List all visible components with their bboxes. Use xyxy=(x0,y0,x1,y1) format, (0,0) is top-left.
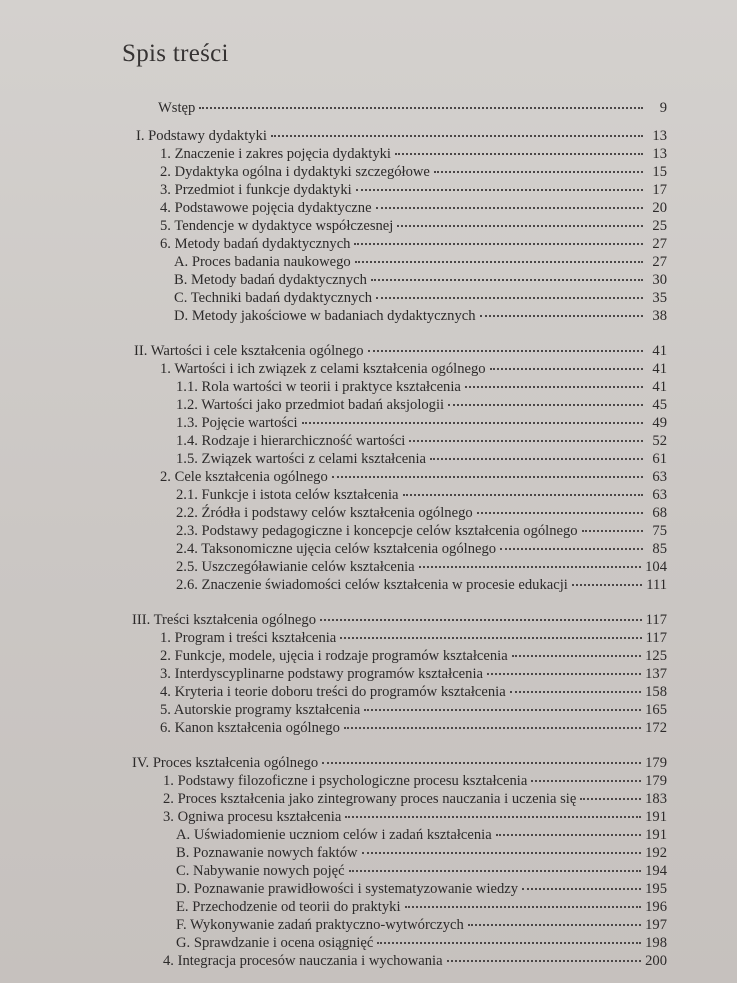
toc-entry-page: 49 xyxy=(652,415,667,431)
toc-entry-page: 27 xyxy=(652,236,667,252)
toc-entry xyxy=(174,290,667,307)
dot-leader xyxy=(580,794,641,800)
toc-entry-page: 41 xyxy=(652,361,667,377)
toc-entry-label: 4. Integracja procesów nauczania i wychowania xyxy=(163,953,443,969)
dot-leader xyxy=(322,758,641,764)
toc-entry xyxy=(174,308,667,325)
toc-entry-page: 85 xyxy=(652,541,667,557)
toc-entry-page: 61 xyxy=(652,451,667,467)
toc-entry-label: 2.5. Uszczegóławianie celów kształcenia xyxy=(176,559,415,575)
toc-entry-page: 41 xyxy=(652,379,667,395)
toc-entry xyxy=(160,702,667,719)
toc-entry-page: 197 xyxy=(645,917,667,933)
dot-leader xyxy=(405,902,642,908)
toc-entry-page: 117 xyxy=(645,630,667,646)
toc-entry-page: 196 xyxy=(645,899,667,915)
toc-entry-label: II. Wartości i cele kształcenia ogólnego xyxy=(134,343,364,359)
toc-entry-label: I. Podstawy dydaktyki xyxy=(136,128,267,144)
dot-leader xyxy=(199,103,643,109)
toc-entry xyxy=(160,200,667,217)
toc-entry-page: 15 xyxy=(652,164,667,180)
toc-entry-label: D. Poznawanie prawidłowości i systematyzowanie wiedzy xyxy=(176,881,519,897)
dot-leader xyxy=(490,364,643,370)
dot-leader xyxy=(354,239,643,245)
toc-entry-label: 6. Metody badań dydaktycznych xyxy=(160,236,351,252)
toc-entry-page: 63 xyxy=(652,469,667,485)
toc-entry-label: 2. Funkcje, modele, ujęcia i rodzaje programów kształcenia xyxy=(160,648,508,664)
dot-leader xyxy=(376,203,643,209)
toc-entry xyxy=(160,146,667,163)
toc-entry xyxy=(132,755,667,772)
toc-entry-label: 3. Przedmiot i funkcje dydaktyki xyxy=(160,182,352,198)
toc-entry xyxy=(158,100,667,117)
toc-entry xyxy=(160,218,667,235)
toc-entry-label: 2.1. Funkcje i istota celów kształcenia xyxy=(176,487,399,503)
toc-entry xyxy=(176,917,667,934)
toc-entry-label: 3. Interdyscyplinarne podstawy programów kształcenia xyxy=(160,666,483,682)
toc-entry xyxy=(160,630,667,647)
toc-entry xyxy=(160,236,667,253)
dot-leader xyxy=(480,311,643,317)
toc-entry-page: 52 xyxy=(652,433,667,449)
toc-entry-label: 2.3. Podstawy pedagogiczne i koncepcje celów kształcenia ogólnego xyxy=(176,523,578,539)
toc-entry-label: 2. Proces kształcenia jako zintegrowany proces nauczania i uczenia się xyxy=(163,791,577,807)
toc-entry-label: F. Wykonywanie zadań praktyczno-wytwórczych xyxy=(176,917,464,933)
toc-entry-label: E. Przechodzenie od teorii do praktyki xyxy=(176,899,401,915)
toc-entry xyxy=(176,899,667,916)
dot-leader xyxy=(430,454,643,460)
toc-entry-label: 2.4. Taksonomiczne ujęcia celów kształcenia ogólnego xyxy=(176,541,497,557)
toc-entry xyxy=(176,827,667,844)
toc-entry xyxy=(176,379,667,396)
dot-leader xyxy=(477,508,643,514)
toc-entry xyxy=(176,881,667,898)
toc-entry xyxy=(163,809,667,826)
dot-leader xyxy=(468,920,641,926)
toc-entry-label: 1.1. Rola wartości w teorii i praktyce kształcenia xyxy=(176,379,461,395)
toc-entry xyxy=(136,128,667,145)
toc-entry-label: IV. Proces kształcenia ogólnego xyxy=(132,755,319,771)
toc-entry-label: 5. Tendencje w dydaktyce współczesnej xyxy=(160,218,394,234)
dot-leader xyxy=(362,848,642,854)
toc-entry xyxy=(176,845,667,862)
toc-entry-page: 198 xyxy=(645,935,667,951)
toc-entry-label: C. Nabywanie nowych pojęć xyxy=(176,863,345,879)
toc-entry xyxy=(160,684,667,701)
toc-entry-page: 13 xyxy=(652,128,667,144)
toc-entry-label: 4. Podstawowe pojęcia dydaktyczne xyxy=(160,200,372,216)
dot-leader xyxy=(355,257,643,263)
toc-entry-page: 117 xyxy=(645,612,667,628)
toc-entry-page: 125 xyxy=(645,648,667,664)
toc-entry xyxy=(176,487,667,504)
toc-entry-label: A. Uświadomienie uczniom celów i zadań kształcenia xyxy=(176,827,492,843)
toc-entry-label: 2.6. Znaczenie świadomości celów kształcenia w procesie edukacji xyxy=(176,577,568,593)
dot-leader xyxy=(397,221,643,227)
dot-leader xyxy=(395,149,643,155)
toc-entry xyxy=(163,773,667,790)
page-title: Spis treści xyxy=(122,40,229,67)
dot-leader xyxy=(403,490,644,496)
toc-entry xyxy=(160,720,667,737)
toc-entry xyxy=(160,164,667,181)
toc-entry-label: 2. Dydaktyka ogólna i dydaktyki szczegółowe xyxy=(160,164,430,180)
toc-entry xyxy=(176,505,667,522)
toc-entry-page: 183 xyxy=(645,791,667,807)
toc-entry xyxy=(176,397,667,414)
dot-leader xyxy=(572,580,642,586)
dot-leader xyxy=(368,346,643,352)
toc-entry xyxy=(160,666,667,683)
toc-entry xyxy=(176,863,667,880)
toc-entry-page: 30 xyxy=(652,272,667,288)
dot-leader xyxy=(364,705,641,711)
toc-entry-page: 75 xyxy=(652,523,667,539)
toc-entry-label: B. Poznawanie nowych faktów xyxy=(176,845,358,861)
dot-leader xyxy=(496,830,641,836)
toc-entry-label: 5. Autorskie programy kształcenia xyxy=(160,702,361,718)
dot-leader xyxy=(345,812,641,818)
dot-leader xyxy=(448,400,643,406)
dot-leader xyxy=(500,544,643,550)
toc-entry-page: 111 xyxy=(646,577,667,593)
dot-leader xyxy=(340,633,641,639)
dot-leader xyxy=(531,776,641,782)
dot-leader xyxy=(344,723,641,729)
toc-entry-page: 41 xyxy=(652,343,667,359)
toc-entry-label: 1.5. Związek wartości z celami kształcenia xyxy=(176,451,427,467)
toc-entry-label: 1. Program i treści kształcenia xyxy=(160,630,337,646)
toc-entry xyxy=(134,343,667,360)
dot-leader xyxy=(582,526,643,532)
dot-leader xyxy=(320,615,642,621)
toc-entry-label: 1. Znaczenie i zakres pojęcia dydaktyki xyxy=(160,146,391,162)
dot-leader xyxy=(434,167,643,173)
toc-entry xyxy=(160,648,667,665)
toc-entry-label: 1.4. Rodzaje i hierarchiczność wartości xyxy=(176,433,406,449)
toc-entry xyxy=(176,559,667,576)
toc-entry-page: 179 xyxy=(645,755,667,771)
toc-entry xyxy=(176,541,667,558)
toc-entry-page: 27 xyxy=(652,254,667,270)
dot-leader xyxy=(447,956,642,962)
toc-entry-label: A. Proces badania naukowego xyxy=(174,254,351,270)
toc-entry-label: 6. Kanon kształcenia ogólnego xyxy=(160,720,340,736)
toc-entry-page: 158 xyxy=(645,684,667,700)
toc-entry-page: 104 xyxy=(645,559,667,575)
dot-leader xyxy=(376,293,643,299)
toc-entry-page: 63 xyxy=(652,487,667,503)
toc-entry-page: 38 xyxy=(652,308,667,324)
toc-entry xyxy=(160,469,667,486)
toc-entry-label: Wstęp xyxy=(158,100,196,116)
dot-leader xyxy=(487,669,641,675)
toc-entry-page: 195 xyxy=(645,881,667,897)
dot-leader xyxy=(522,884,641,890)
toc-entry-page: 68 xyxy=(652,505,667,521)
toc-entry xyxy=(176,415,667,432)
toc-entry xyxy=(176,523,667,540)
toc-entry-page: 165 xyxy=(645,702,667,718)
dot-leader xyxy=(512,651,641,657)
dot-leader xyxy=(349,866,642,872)
dot-leader xyxy=(377,938,641,944)
toc-entry xyxy=(160,361,667,378)
toc-entry xyxy=(174,272,667,289)
toc-entry-page: 20 xyxy=(652,200,667,216)
toc-entry xyxy=(176,451,667,468)
toc-entry-page: 17 xyxy=(652,182,667,198)
toc-entry xyxy=(163,953,667,970)
toc-entry-page: 9 xyxy=(659,100,667,116)
toc-entry-page: 35 xyxy=(652,290,667,306)
dot-leader xyxy=(465,382,643,388)
toc-entry xyxy=(176,935,667,952)
toc-entry-page: 191 xyxy=(645,827,667,843)
toc-entry-label: III. Treści kształcenia ogólnego xyxy=(132,612,316,628)
toc-entry-page: 172 xyxy=(645,720,667,736)
toc-entry-page: 13 xyxy=(652,146,667,162)
toc-entry-page: 137 xyxy=(645,666,667,682)
toc-entry xyxy=(132,612,667,629)
dot-leader xyxy=(510,687,641,693)
toc-entry-label: G. Sprawdzanie i ocena osiągnięć xyxy=(176,935,374,951)
toc-entry xyxy=(176,577,667,594)
toc-entry xyxy=(176,433,667,450)
toc-entry-page: 191 xyxy=(645,809,667,825)
toc-entry xyxy=(163,791,667,808)
toc-entry-page: 25 xyxy=(652,218,667,234)
toc-entry-page: 200 xyxy=(645,953,667,969)
dot-leader xyxy=(356,185,643,191)
dot-leader xyxy=(371,275,643,281)
dot-leader xyxy=(332,472,643,478)
toc-entry-label: 2.2. Źródła i podstawy celów kształcenia ogólnego xyxy=(176,505,473,521)
toc-entry-label: 2. Cele kształcenia ogólnego xyxy=(160,469,328,485)
toc-entry xyxy=(174,254,667,271)
toc-entry-label: 1. Podstawy filozoficzne i psychologiczne procesu kształcenia xyxy=(163,773,528,789)
toc-entry-page: 45 xyxy=(652,397,667,413)
dot-leader xyxy=(409,436,643,442)
dot-leader xyxy=(419,562,641,568)
toc-entry-page: 194 xyxy=(645,863,667,879)
dot-leader xyxy=(271,131,643,137)
toc-entry-page: 192 xyxy=(645,845,667,861)
toc-entry-label: C. Techniki badań dydaktycznych xyxy=(174,290,373,306)
toc-entry-label: D. Metody jakościowe w badaniach dydaktycznych xyxy=(174,308,476,324)
toc-entry-label: B. Metody badań dydaktycznych xyxy=(174,272,367,288)
toc-entry-label: 3. Ogniwa procesu kształcenia xyxy=(163,809,342,825)
toc-entry-label: 4. Kryteria i teorie doboru treści do programów kształcenia xyxy=(160,684,506,700)
toc-entry-label: 1.2. Wartości jako przedmiot badań aksjologii xyxy=(176,397,445,413)
toc-entry-label: 1. Wartości i ich związek z celami kształcenia ogólnego xyxy=(160,361,486,377)
toc-entry-label: 1.3. Pojęcie wartości xyxy=(176,415,298,431)
toc-entry xyxy=(160,182,667,199)
dot-leader xyxy=(302,418,643,424)
toc-entry-page: 179 xyxy=(645,773,667,789)
